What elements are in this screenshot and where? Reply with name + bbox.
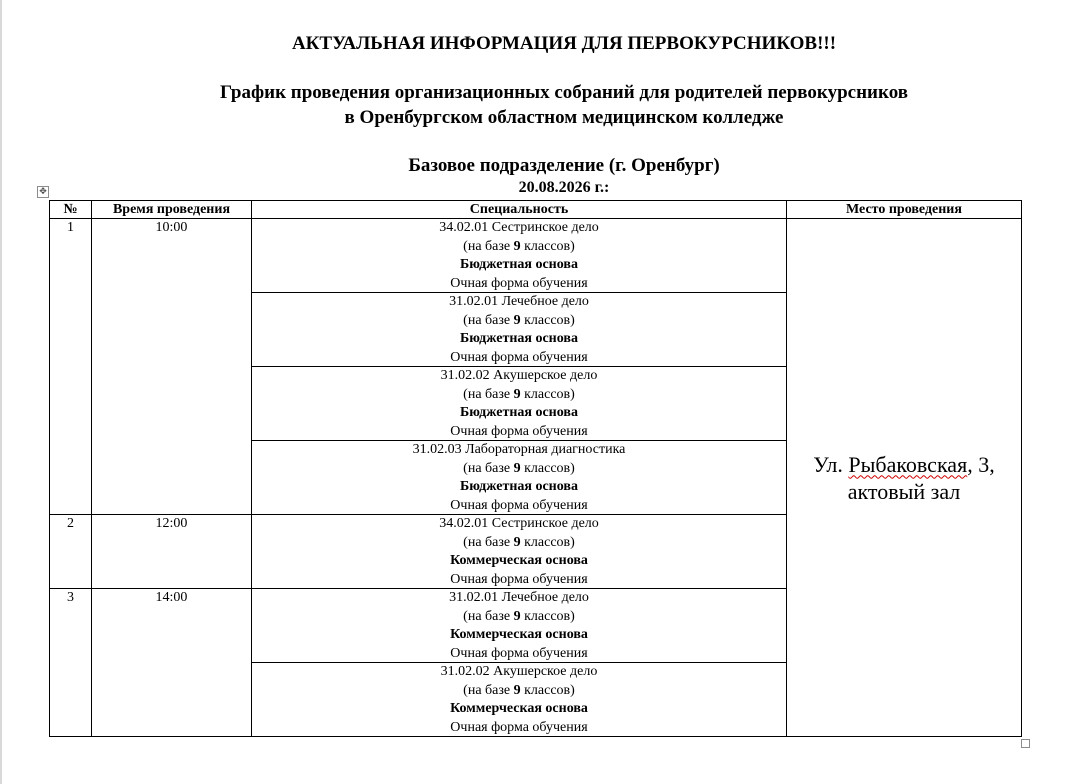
specialty-cell — [252, 441, 787, 515]
specialty-funding: Бюджетная основа — [460, 257, 578, 272]
specialty-block — [252, 293, 786, 366]
specialty-funding: Бюджетная основа — [460, 331, 578, 346]
specialty-basis-suffix: классов) — [520, 682, 575, 698]
table-row — [50, 219, 1022, 293]
specialty-cell — [252, 589, 787, 663]
specialty-funding: Коммерческая основа — [450, 553, 588, 568]
specialty-cell — [252, 663, 787, 737]
specialty-basis — [252, 386, 786, 405]
header-number: № — [50, 201, 92, 219]
specialty-code-name: 31.02.01 Лечебное дело — [449, 294, 589, 309]
specialty-block — [252, 589, 786, 662]
specialty-basis-suffix: классов) — [520, 312, 575, 328]
meeting-time: 10:00 — [92, 219, 252, 515]
specialty-cell — [252, 367, 787, 441]
specialty-code-name: 31.02.01 Лечебное дело — [449, 590, 589, 605]
specialty-code-name: 34.02.01 Сестринское дело — [439, 220, 599, 235]
specialty-block — [252, 663, 786, 736]
meeting-number: 2 — [50, 515, 92, 589]
specialty-cell — [252, 293, 787, 367]
meeting-time: 14:00 — [92, 589, 252, 737]
specialty-code-name: 31.02.03 Лабораторная диагностика — [412, 442, 626, 457]
subtitle-line-2: в Оренбургском областном медицинском колледже — [344, 107, 784, 128]
specialty-basis-suffix: классов) — [520, 460, 575, 476]
specialty-basis — [252, 682, 786, 701]
specialty-basis-prefix: (на базе — [463, 312, 514, 328]
table-body — [50, 219, 1022, 737]
specialty-basis — [252, 534, 786, 553]
specialty-basis-suffix: классов) — [520, 238, 575, 254]
specialty-basis-prefix: (на базе — [463, 608, 514, 624]
specialty-funding: Бюджетная основа — [460, 479, 578, 494]
specialty-basis — [252, 238, 786, 257]
specialty-basis-number: 9 — [513, 534, 521, 550]
specialty-cell — [252, 515, 787, 589]
specialty-basis-suffix: классов) — [520, 386, 575, 402]
specialty-basis-prefix: (на базе — [463, 238, 514, 254]
specialty-block — [252, 441, 786, 514]
specialty-funding: Бюджетная основа — [460, 405, 578, 420]
meeting-number: 3 — [50, 589, 92, 737]
specialty-study-form: Очная форма обучения — [450, 719, 588, 735]
main-title: АКТУАЛЬНАЯ ИНФОРМАЦИЯ ДЛЯ ПЕРВОКУРСНИКОВ!!! — [291, 33, 837, 54]
specialty-basis — [252, 460, 786, 479]
specialty-basis-suffix: классов) — [520, 534, 575, 550]
specialty-basis — [252, 608, 786, 627]
place-address-line — [813, 452, 994, 477]
specialty-basis-number: 9 — [513, 238, 521, 254]
specialty-block — [252, 515, 786, 588]
specialty-funding: Коммерческая основа — [450, 627, 588, 642]
place-prefix: Ул. — [813, 451, 849, 477]
specialty-code-name: 31.02.02 Акушерское дело — [440, 664, 598, 679]
specialty-basis-prefix: (на базе — [463, 386, 514, 402]
meetings-schedule-table — [49, 200, 1022, 737]
specialty-code-name: 34.02.01 Сестринское дело — [439, 516, 599, 531]
header-specialty: Специальность — [252, 201, 787, 219]
specialty-basis-number: 9 — [513, 460, 521, 476]
specialty-basis-number: 9 — [513, 682, 521, 698]
specialty-basis-number: 9 — [513, 386, 521, 402]
meeting-place — [787, 219, 1022, 737]
specialty-study-form: Очная форма обучения — [450, 423, 588, 439]
subtitle-line-1: График проведения организационных собраний для родителей первокурсников — [220, 82, 908, 103]
specialty-study-form: Очная форма обучения — [450, 571, 588, 587]
table-resize-handle-icon[interactable] — [1021, 739, 1030, 748]
specialty-basis-prefix: (на базе — [463, 682, 514, 698]
header-place: Место проведения — [787, 201, 1022, 219]
specialty-funding: Коммерческая основа — [450, 701, 588, 716]
specialty-basis-suffix: классов) — [520, 608, 575, 624]
specialty-cell — [252, 219, 787, 293]
specialty-basis-number: 9 — [513, 312, 521, 328]
specialty-basis-prefix: (на базе — [463, 534, 514, 550]
meeting-time: 12:00 — [92, 515, 252, 589]
meeting-number: 1 — [50, 219, 92, 515]
specialty-study-form: Очная форма обучения — [450, 349, 588, 365]
specialty-basis — [252, 312, 786, 331]
specialty-study-form: Очная форма обучения — [450, 275, 588, 291]
specialty-block — [252, 367, 786, 440]
table-header-row — [50, 201, 1022, 219]
place-hall: актовый зал — [847, 478, 961, 504]
specialty-block — [252, 219, 786, 292]
specialty-study-form: Очная форма обучения — [450, 497, 588, 513]
header-time: Время проведения — [92, 201, 252, 219]
specialty-basis-number: 9 — [513, 608, 521, 624]
specialty-code-name: 31.02.02 Акушерское дело — [440, 368, 598, 383]
place-street: Рыбаковская — [848, 451, 968, 477]
date-heading: 20.08.2026 г.: — [518, 179, 610, 196]
table-move-handle-icon[interactable]: ✥ — [37, 186, 49, 198]
specialty-study-form: Очная форма обучения — [450, 645, 588, 661]
specialty-basis-prefix: (на базе — [463, 460, 514, 476]
place-suffix: , 3, — [967, 451, 995, 477]
division-heading: Базовое подразделение (г. Оренбург) — [408, 155, 720, 176]
